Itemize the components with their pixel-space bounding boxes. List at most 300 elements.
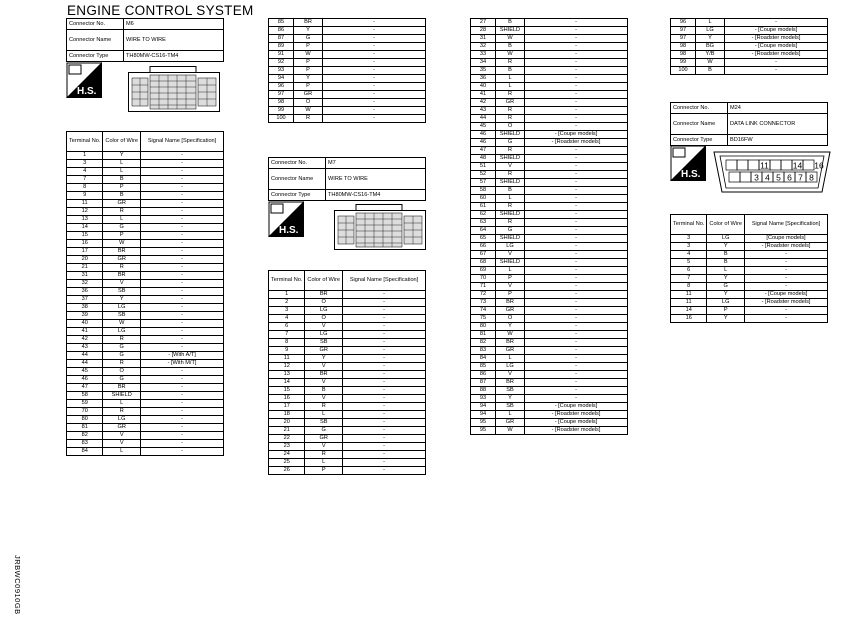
- table-row: [471, 83, 628, 91]
- wire-color-cell: LG: [305, 307, 343, 315]
- table-row: [67, 344, 224, 352]
- table-row: [471, 203, 628, 211]
- table-row: [671, 299, 828, 307]
- signal-name-cell: -: [343, 443, 426, 451]
- terminal-no-cell: 17: [67, 248, 103, 256]
- table-row: [471, 59, 628, 67]
- terminal-no-cell: 47: [471, 147, 496, 155]
- table-row: [67, 160, 224, 168]
- signal-name-cell: -: [141, 232, 224, 240]
- wire-color-cell: V: [103, 432, 141, 440]
- wire-color-cell: SHIELD: [496, 235, 525, 243]
- table-row: [471, 35, 628, 43]
- wire-color-cell: B: [496, 187, 525, 195]
- table-row: [471, 219, 628, 227]
- terminal-no-cell: 87: [269, 35, 294, 43]
- terminal-no-cell: 22: [269, 435, 305, 443]
- wire-color-cell: R: [496, 147, 525, 155]
- m7-connector-name: WIRE TO WIRE: [326, 169, 426, 190]
- wire-color-cell: R: [103, 208, 141, 216]
- signal-name-cell: - [Coupe models]: [525, 419, 628, 427]
- signal-name-cell: -: [525, 91, 628, 99]
- terminal-no-cell: 58: [67, 392, 103, 400]
- table-row: [67, 448, 224, 456]
- wire-color-cell: R: [103, 408, 141, 416]
- table-row: [67, 296, 224, 304]
- signal-name-cell: -: [343, 387, 426, 395]
- wire-color-cell: V: [496, 163, 525, 171]
- wire-color-cell: L: [496, 83, 525, 91]
- signal-name-cell: -: [141, 312, 224, 320]
- terminal-no-cell: 84: [67, 448, 103, 456]
- table-row: [269, 299, 426, 307]
- signal-name-cell: -: [525, 219, 628, 227]
- table-row: [471, 75, 628, 83]
- terminal-no-cell: 81: [471, 331, 496, 339]
- signal-name-cell: -: [725, 67, 828, 75]
- table-row: [471, 259, 628, 267]
- table-row: [67, 336, 224, 344]
- wire-color-cell: B: [707, 251, 745, 259]
- wire-color-cell: LG: [103, 416, 141, 424]
- signal-name-cell: - [Roadster models]: [525, 427, 628, 435]
- wire-color-cell: BG: [696, 43, 725, 51]
- signal-name-cell: -: [141, 248, 224, 256]
- table-row: [471, 147, 628, 155]
- signal-name-cell: - [Coupe models]: [725, 43, 828, 51]
- table-row: [671, 43, 828, 51]
- terminal-no-cell: 21: [269, 427, 305, 435]
- table-row: [269, 51, 426, 59]
- terminal-no-cell: 88: [471, 387, 496, 395]
- terminal-no-cell: 68: [471, 259, 496, 267]
- table-row: [269, 347, 426, 355]
- terminal-no-cell: 84: [471, 355, 496, 363]
- terminal-no-cell: 97: [671, 35, 696, 43]
- wire-color-cell: R: [103, 264, 141, 272]
- wire-color-cell: SHIELD: [496, 131, 525, 139]
- signal-name-cell: -: [141, 192, 224, 200]
- wire-color-cell: O: [294, 99, 323, 107]
- terminal-no-cell: 6: [269, 323, 305, 331]
- table-row: [671, 59, 828, 67]
- wire-color-cell: W: [496, 51, 525, 59]
- signal-name-cell: [Coupe models]: [745, 235, 828, 243]
- terminal-no-cell: 98: [671, 51, 696, 59]
- signal-name-cell: -: [323, 51, 426, 59]
- wire-color-cell: SB: [305, 419, 343, 427]
- terminal-no-cell: 93: [269, 67, 294, 75]
- signal-name-cell: -: [525, 339, 628, 347]
- wire-color-cell: V: [305, 443, 343, 451]
- terminal-no-cell: 27: [471, 19, 496, 27]
- signal-name-cell: -: [141, 416, 224, 424]
- table-row: [671, 235, 828, 243]
- wire-color-cell: W: [103, 320, 141, 328]
- wire-color-cell: W: [496, 35, 525, 43]
- wire-color-cell: SB: [103, 312, 141, 320]
- terminal-no-cell: 100: [671, 67, 696, 75]
- terminal-no-cell: 96: [671, 19, 696, 27]
- wire-color-cell: V: [496, 371, 525, 379]
- terminal-no-cell: 18: [269, 411, 305, 419]
- terminal-no-cell: 47: [67, 384, 103, 392]
- wire-color-cell: G: [103, 224, 141, 232]
- terminal-no-cell: 13: [67, 216, 103, 224]
- terminal-no-cell: 39: [67, 312, 103, 320]
- signal-name-cell: -: [141, 320, 224, 328]
- table-row: [471, 27, 628, 35]
- table-row: [671, 315, 828, 323]
- wire-color-cell: SHIELD: [496, 211, 525, 219]
- m24-pin-16: 16: [814, 160, 824, 171]
- signal-name-cell: -: [141, 304, 224, 312]
- wire-color-cell: BR: [305, 291, 343, 299]
- wire-color-cell: P: [103, 184, 141, 192]
- signal-name-cell: -: [323, 19, 426, 27]
- terminal-no-cell: 45: [471, 123, 496, 131]
- terminal-no-cell: 94: [269, 75, 294, 83]
- signal-name-cell: -: [343, 323, 426, 331]
- signal-name-cell: -: [725, 59, 828, 67]
- wire-color-cell: W: [496, 331, 525, 339]
- signal-name-cell: -: [525, 251, 628, 259]
- table-row: [471, 403, 628, 411]
- terminal-no-cell: 3: [67, 160, 103, 168]
- wire-color-cell: R: [496, 203, 525, 211]
- table-row: [67, 304, 224, 312]
- wire-color-cell: B: [496, 67, 525, 75]
- table-row: [269, 19, 426, 27]
- signal-name-cell: -: [525, 19, 628, 27]
- wire-color-cell: G: [294, 35, 323, 43]
- table-row: [67, 280, 224, 288]
- wire-color-cell: GR: [496, 419, 525, 427]
- wire-color-cell: GR: [103, 200, 141, 208]
- wire-color-cell: L: [496, 75, 525, 83]
- table-row: [671, 19, 828, 27]
- terminal-no-cell: 17: [269, 403, 305, 411]
- terminal-no-cell: 14: [269, 379, 305, 387]
- wire-color-cell: P: [294, 83, 323, 91]
- signal-name-cell: -: [343, 419, 426, 427]
- wire-color-cell: O: [496, 315, 525, 323]
- terminal-no-cell: 86: [471, 371, 496, 379]
- terminal-no-cell: 9: [67, 192, 103, 200]
- wire-color-cell: B: [496, 19, 525, 27]
- terminal-no-cell: 42: [471, 99, 496, 107]
- table-row: [269, 395, 426, 403]
- signal-name-cell: -: [343, 403, 426, 411]
- table-row: [269, 435, 426, 443]
- table-row: [671, 267, 828, 275]
- m24-info-table: Connector No. M24 Connector Name DATA LINK CONNECTOR Connector Type BD16FW: [670, 102, 828, 146]
- wire-color-cell: BR: [305, 371, 343, 379]
- wire-color-cell: Y: [496, 323, 525, 331]
- terminal-no-cell: 62: [471, 211, 496, 219]
- terminal-no-cell: 99: [269, 107, 294, 115]
- svg-text:H.S.: H.S.: [77, 86, 97, 97]
- signal-name-cell: -: [525, 347, 628, 355]
- signal-name-cell: -: [525, 179, 628, 187]
- signal-name-cell: -: [323, 67, 426, 75]
- table-row: [471, 235, 628, 243]
- terminal-no-cell: 80: [471, 323, 496, 331]
- signal-name-cell: -: [343, 451, 426, 459]
- table-row: [269, 43, 426, 51]
- signal-name-cell: -: [141, 256, 224, 264]
- m7-terminal-table-cont: [470, 18, 628, 435]
- page-title: ENGINE CONTROL SYSTEM: [67, 3, 254, 18]
- table-row: [471, 323, 628, 331]
- table-row: [269, 379, 426, 387]
- signal-name-cell: -: [525, 227, 628, 235]
- terminal-no-cell: 100: [269, 115, 294, 123]
- table-row: [269, 387, 426, 395]
- wire-color-cell: B: [305, 387, 343, 395]
- terminal-no-cell: 87: [471, 379, 496, 387]
- signal-name-cell: -: [525, 27, 628, 35]
- table-row: [471, 107, 628, 115]
- wire-color-cell: L: [496, 411, 525, 419]
- table-row: [471, 43, 628, 51]
- table-row: [471, 371, 628, 379]
- wire-color-cell: O: [496, 123, 525, 131]
- terminal-no-cell: 7: [67, 176, 103, 184]
- wire-color-cell: R: [496, 219, 525, 227]
- terminal-no-cell: 1: [67, 152, 103, 160]
- signal-name-cell: -: [141, 408, 224, 416]
- signal-name-cell: -: [343, 467, 426, 475]
- wire-color-cell: B: [707, 259, 745, 267]
- signal-name-cell: -: [745, 267, 828, 275]
- signal-name-cell: -: [343, 395, 426, 403]
- signal-name-cell: -: [323, 115, 426, 123]
- table-row: [67, 168, 224, 176]
- table-row: [471, 67, 628, 75]
- terminal-no-cell: 93: [471, 395, 496, 403]
- signal-name-cell: -: [323, 27, 426, 35]
- signal-name-cell: -: [525, 355, 628, 363]
- table-row: [471, 315, 628, 323]
- signal-name-cell: -: [525, 395, 628, 403]
- signal-name-cell: - [Coupe models]: [525, 131, 628, 139]
- wire-color-cell: W: [294, 51, 323, 59]
- terminal-no-cell: 97: [269, 91, 294, 99]
- terminal-no-cell: 28: [471, 27, 496, 35]
- signal-name-cell: -: [525, 155, 628, 163]
- wire-color-cell: P: [294, 59, 323, 67]
- wire-color-cell: V: [103, 280, 141, 288]
- wire-color-cell: GR: [496, 307, 525, 315]
- wire-color-cell: R: [496, 91, 525, 99]
- wire-color-cell: P: [103, 232, 141, 240]
- terminal-no-cell: 8: [269, 339, 305, 347]
- wire-color-cell: R: [103, 336, 141, 344]
- wire-color-cell: L: [103, 160, 141, 168]
- signal-name-cell: -: [141, 160, 224, 168]
- m24-pin-8: 8: [809, 172, 814, 183]
- wire-color-cell: B: [496, 43, 525, 51]
- wire-color-cell: V: [305, 323, 343, 331]
- signal-name-cell: -: [141, 368, 224, 376]
- table-row: [471, 411, 628, 419]
- wire-color-cell: BR: [496, 299, 525, 307]
- m24-connector-name: DATA LINK CONNECTOR: [728, 114, 828, 135]
- signal-name-cell: -: [525, 331, 628, 339]
- table-row: [471, 187, 628, 195]
- table-row: [67, 264, 224, 272]
- terminal-no-cell: 46: [471, 131, 496, 139]
- terminal-no-cell: 70: [67, 408, 103, 416]
- m24-pin-7: 7: [798, 172, 803, 183]
- wire-color-cell: R: [496, 107, 525, 115]
- table-row: [471, 307, 628, 315]
- signal-name-cell: -: [745, 275, 828, 283]
- terminal-no-cell: 72: [471, 291, 496, 299]
- terminal-no-cell: 63: [471, 219, 496, 227]
- table-row: [269, 443, 426, 451]
- wire-color-cell: LG: [103, 328, 141, 336]
- table-row: [67, 192, 224, 200]
- signal-name-cell: -: [141, 392, 224, 400]
- table-row: [67, 208, 224, 216]
- table-row: [471, 171, 628, 179]
- table-row: [471, 19, 628, 27]
- wire-color-cell: LG: [696, 27, 725, 35]
- signal-name-cell: -: [525, 235, 628, 243]
- m24-pin-4: 4: [765, 172, 770, 183]
- m6-connector-name: WIRE TO WIRE: [124, 30, 224, 51]
- m7-info-table: Connector No. M7 Connector Name WIRE TO WIRE Connector Type TH80MW-CS16-TM4: [268, 157, 426, 201]
- signal-name-cell: -: [141, 208, 224, 216]
- table-row: [269, 411, 426, 419]
- table-row: [269, 91, 426, 99]
- table-row: [269, 355, 426, 363]
- signal-name-cell: -: [141, 264, 224, 272]
- m24-terminal-table: Terminal No. Color of Wire Signal Name [Specification] 3 LG [Coupe models] 3 Y - [Roadster models] 4 B - 5 B - 6 L - 7 Y - 8 G - 11 Y - [Coupe models] 11 LG - [Roadster models] 14 P - 16 Y -: [670, 214, 828, 323]
- wire-color-cell: BR: [496, 339, 525, 347]
- signal-name-cell: - [With A/T]: [141, 352, 224, 360]
- signal-name-cell: -: [525, 299, 628, 307]
- table-row: [67, 408, 224, 416]
- signal-name-cell: -: [343, 427, 426, 435]
- table-row: [269, 35, 426, 43]
- signal-name-cell: -: [343, 315, 426, 323]
- terminal-no-cell: 99: [671, 59, 696, 67]
- table-row: [471, 267, 628, 275]
- terminal-no-cell: 4: [67, 168, 103, 176]
- signal-name-cell: -: [525, 283, 628, 291]
- terminal-no-cell: 44: [471, 115, 496, 123]
- terminal-no-cell: 85: [269, 19, 294, 27]
- wire-color-cell: L: [103, 400, 141, 408]
- table-row: [67, 352, 224, 360]
- table-row: [67, 232, 224, 240]
- m24-connector-type: BD16FW: [728, 135, 828, 146]
- wire-color-cell: G: [103, 352, 141, 360]
- wire-color-cell: Y: [305, 355, 343, 363]
- terminal-no-cell: 98: [269, 99, 294, 107]
- signal-name-cell: -: [141, 224, 224, 232]
- terminal-no-cell: 36: [471, 75, 496, 83]
- terminal-no-cell: 7: [671, 275, 707, 283]
- table-row: [471, 331, 628, 339]
- signal-name-cell: -: [745, 251, 828, 259]
- table-row: [471, 291, 628, 299]
- signal-name-cell: -: [323, 91, 426, 99]
- table-row: [471, 131, 628, 139]
- signal-name-cell: -: [141, 152, 224, 160]
- m7-terminal-table: Terminal No. Color of Wire Signal Name [Specification] 1 BR - 2 O - 3 LG - 4 O - 6 V - 7 LG - 8 SB - 9 GR - 11 Y - 12 V - 13 BR - 14 V - 15 B - 16 V - 17 R - 18 L - 20 SB - 21 G - 22 GR - 23 V - 24 R - 25 L - 26 P -: [268, 270, 426, 475]
- signal-name-cell: -: [323, 43, 426, 51]
- wire-color-cell: P: [305, 467, 343, 475]
- wire-color-cell: Y: [707, 243, 745, 251]
- terminal-no-cell: 45: [67, 368, 103, 376]
- wire-color-cell: G: [103, 344, 141, 352]
- wire-color-cell: Y: [294, 75, 323, 83]
- signal-name-cell: -: [525, 267, 628, 275]
- signal-name-cell: -: [525, 387, 628, 395]
- terminal-no-cell: 75: [471, 315, 496, 323]
- table-row: [269, 419, 426, 427]
- signal-name-cell: -: [343, 363, 426, 371]
- m6-connector-no: M6: [124, 19, 224, 30]
- m24-pin-11: 11: [760, 160, 769, 171]
- terminal-no-cell: 97: [671, 27, 696, 35]
- signal-name-cell: -: [525, 195, 628, 203]
- table-row: [671, 291, 828, 299]
- table-row: [269, 307, 426, 315]
- signal-name-cell: -: [141, 216, 224, 224]
- wire-color-cell: R: [103, 360, 141, 368]
- signal-name-cell: -: [525, 371, 628, 379]
- wire-color-cell: Y: [103, 152, 141, 160]
- table-row: [671, 35, 828, 43]
- signal-name-cell: -: [525, 187, 628, 195]
- wire-color-cell: GR: [294, 91, 323, 99]
- terminal-no-cell: 83: [67, 440, 103, 448]
- wire-color-cell: V: [305, 395, 343, 403]
- wire-color-cell: R: [294, 115, 323, 123]
- wire-color-cell: SHIELD: [496, 27, 525, 35]
- wire-color-cell: BR: [496, 379, 525, 387]
- wire-color-cell: GR: [305, 347, 343, 355]
- signal-name-cell: -: [343, 459, 426, 467]
- m24-pin-3: 3: [754, 172, 759, 183]
- signal-name-cell: -: [323, 107, 426, 115]
- table-row: [67, 248, 224, 256]
- wire-color-cell: G: [496, 139, 525, 147]
- terminal-no-cell: 52: [471, 171, 496, 179]
- wire-color-cell: P: [496, 275, 525, 283]
- table-row: [671, 259, 828, 267]
- table-row: [671, 251, 828, 259]
- m7-connector-face: [334, 204, 426, 250]
- table-row: [67, 328, 224, 336]
- signal-name-cell: -: [141, 168, 224, 176]
- terminal-no-cell: 43: [471, 107, 496, 115]
- wire-color-cell: L: [103, 448, 141, 456]
- terminal-no-cell: 11: [671, 291, 707, 299]
- signal-name-cell: -: [525, 243, 628, 251]
- terminal-no-cell: 43: [67, 344, 103, 352]
- terminal-no-cell: 26: [269, 467, 305, 475]
- table-row: [67, 184, 224, 192]
- wire-color-cell: BR: [103, 272, 141, 280]
- terminal-no-cell: 7: [269, 331, 305, 339]
- signal-name-cell: - [Coupe models]: [525, 403, 628, 411]
